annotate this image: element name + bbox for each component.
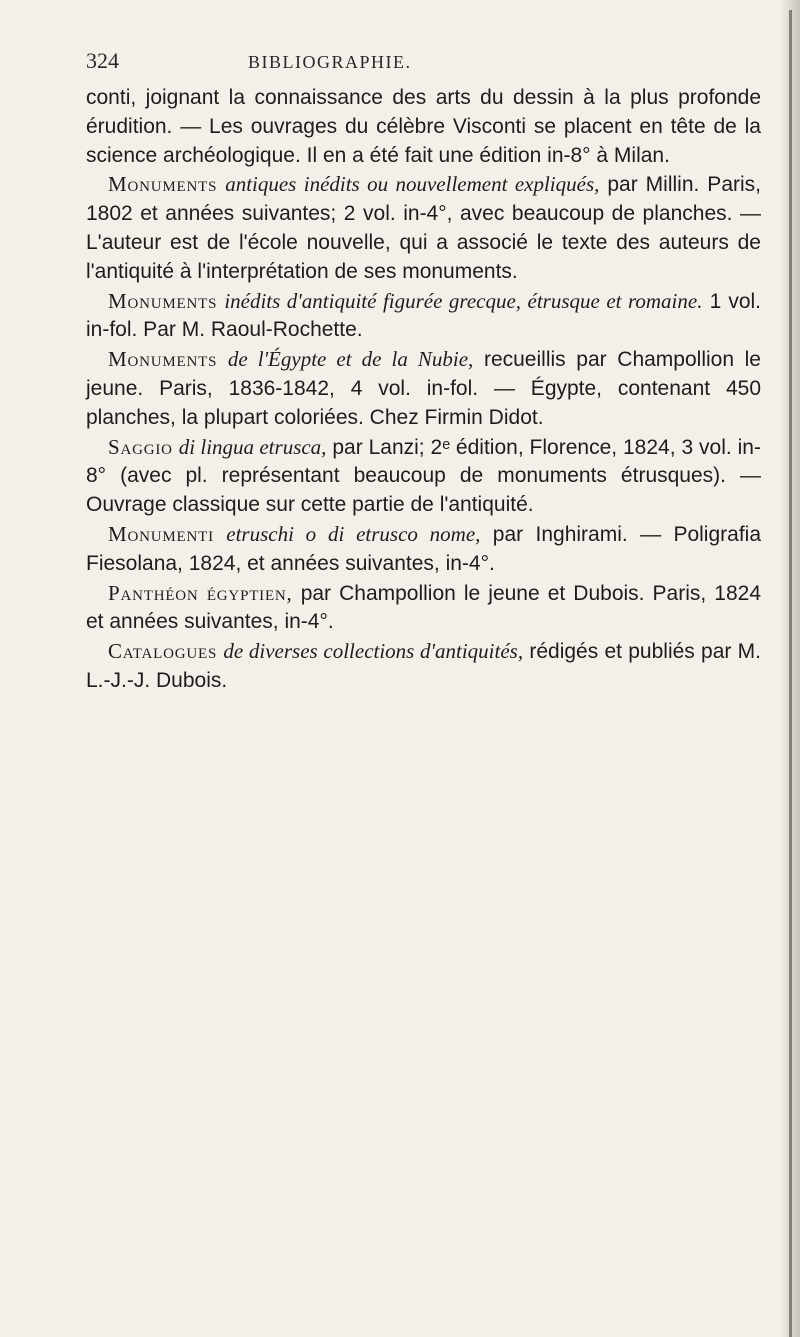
entry-text: recueillis par Champollion le jeune. Paris, 1836-1842, 4 vol. in-fol. — Égypte, contenant 450 planches, la plupart coloriées. Chez Firmin Didot. bbox=[86, 348, 761, 429]
entry-lead: Panthéon égyptien, bbox=[108, 580, 293, 605]
entry-lead: Saggio bbox=[108, 434, 173, 459]
entry-title: di lingua etrusca, bbox=[178, 434, 327, 459]
entry-title: antiques inédits ou nouvellement expliqués, bbox=[225, 172, 600, 197]
entry-text: par Millin. Paris, 1802 et années suivantes; 2 vol. in-4°, avec beaucoup de planches. — L'auteur est de l'école nouvelle, qui a associé le texte des auteurs de l'antiquité à l'interprétation de ses monuments. bbox=[86, 173, 761, 283]
entry-lead: Monuments bbox=[108, 288, 218, 313]
entry-title: de l'Égypte et de la Nubie, bbox=[227, 347, 474, 372]
page-number: 324 bbox=[86, 48, 119, 73]
entry-lead: Monuments bbox=[108, 347, 218, 372]
entry-lead: Catalogues bbox=[108, 639, 218, 664]
entry-title: etruschi o di etrusco nome, bbox=[226, 521, 481, 546]
entry-pantheon-egyptien bbox=[86, 579, 761, 638]
entry-text: 1 vol. in-fol. Par M. Raoul-Rochette. bbox=[86, 289, 762, 342]
bibliography-text bbox=[86, 84, 761, 696]
entry-saggio-lanzi bbox=[86, 433, 761, 520]
entry-lead: Monuments bbox=[108, 172, 218, 197]
entry-title: inédits d'antiquité figurée grecque, étrusque et romaine. bbox=[224, 288, 703, 313]
page-header bbox=[86, 48, 766, 88]
entry-title: de diverses collections d'antiquités, bbox=[223, 639, 524, 664]
entry-monumenti-inghirami bbox=[86, 520, 761, 579]
entry-catalogues-dubois bbox=[86, 637, 761, 696]
entry-text: par Lanzi; 2ᵉ édition, Florence, 1824, 3 vol. in-8° (avec pl. représentant beaucoup de monuments étrusques). — Ouvrage classique sur cette partie de l'antiquité. bbox=[86, 435, 761, 517]
entry-text: rédigés et publiés par M. L.-J.-J. Dubois. bbox=[86, 640, 761, 692]
entry-monuments-millin bbox=[86, 170, 761, 286]
paragraph-continuation bbox=[86, 84, 761, 170]
gutter-line bbox=[789, 10, 792, 1337]
entry-monuments-egypte bbox=[86, 345, 761, 432]
entry-lead: Monumenti bbox=[108, 521, 214, 546]
entry-monuments-raoul-rochette bbox=[86, 287, 761, 346]
entry-text: par Champollion le jeune et Dubois. Paris, 1824 et années suivantes, in-4°. bbox=[86, 581, 762, 634]
paragraph-text: conti, joignant la connaissance des arts du dessin à la plus profonde érudition. — Les ouvrages du célèbre Visconti se placent en tête de la science archéologique. Il en a été fait une édition in-8° à Milan. bbox=[86, 86, 761, 167]
entry-text: par Inghirami. — Poligrafia Fiesolana, 1824, et années suivantes, in-4°. bbox=[86, 522, 761, 575]
running-head: BIBLIOGRAPHIE. bbox=[248, 52, 412, 72]
